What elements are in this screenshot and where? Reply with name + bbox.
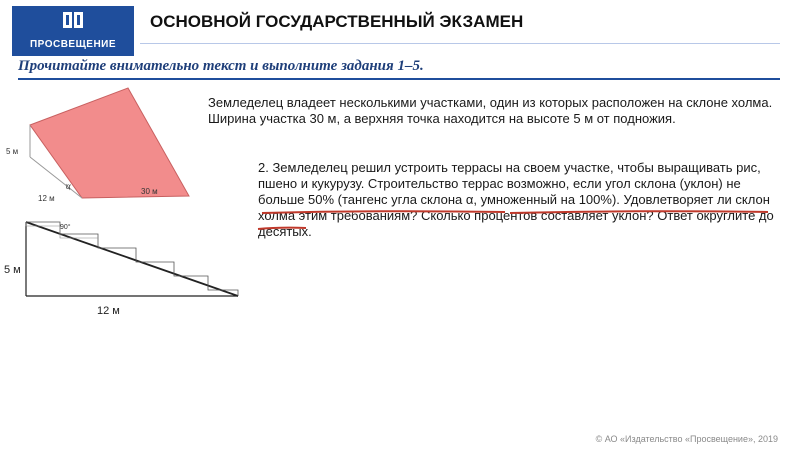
figure1-angle-label: α (66, 181, 71, 191)
figure2-angle-label: 90° (60, 224, 71, 231)
figure2-base-label: 12 м (97, 305, 120, 317)
task-heading: Прочитайте внимательно текст и выполните задания 1–5. (18, 58, 424, 74)
figure1-base-label: 12 м (38, 194, 55, 203)
figure1-height-label: 5 м (6, 147, 19, 156)
underline-mark-3 (258, 228, 306, 229)
figure2-height-label: 5 м (4, 264, 21, 276)
figure1-width-label: 30 м (141, 187, 158, 196)
logo-text: ПРОСВЕЩЕНИЕ (29, 39, 117, 50)
intro-paragraph: Земледелец владеет несколькими участками, один из которых расположен на склоне холма. Ширина участка 30 м, а верхняя точка находится на высоте 5 м от подножия. (208, 95, 773, 126)
copyright-notice: © АО «Издательство «Просвещение», 2019 (595, 434, 778, 444)
underline-mark-2 (510, 211, 768, 213)
underline-mark-1 (262, 211, 505, 213)
question-paragraph: 2. Земледелец решил устроить террасы на своем участке, чтобы выращивать рис, пшено и кукурузу. Строительство террас возможно, если угол склона (уклон) не больше 50% (тангенс угла склона α, умноженный на 100%). Удовлетворяет ли склон холма этим требованиям? Сколько процентов составляет уклон? Ответ округлите до десятых. (258, 160, 774, 239)
page-title: ОСНОВНОЙ ГОСУДАРСТВЕННЫЙ ЭКЗАМЕН (150, 12, 524, 31)
